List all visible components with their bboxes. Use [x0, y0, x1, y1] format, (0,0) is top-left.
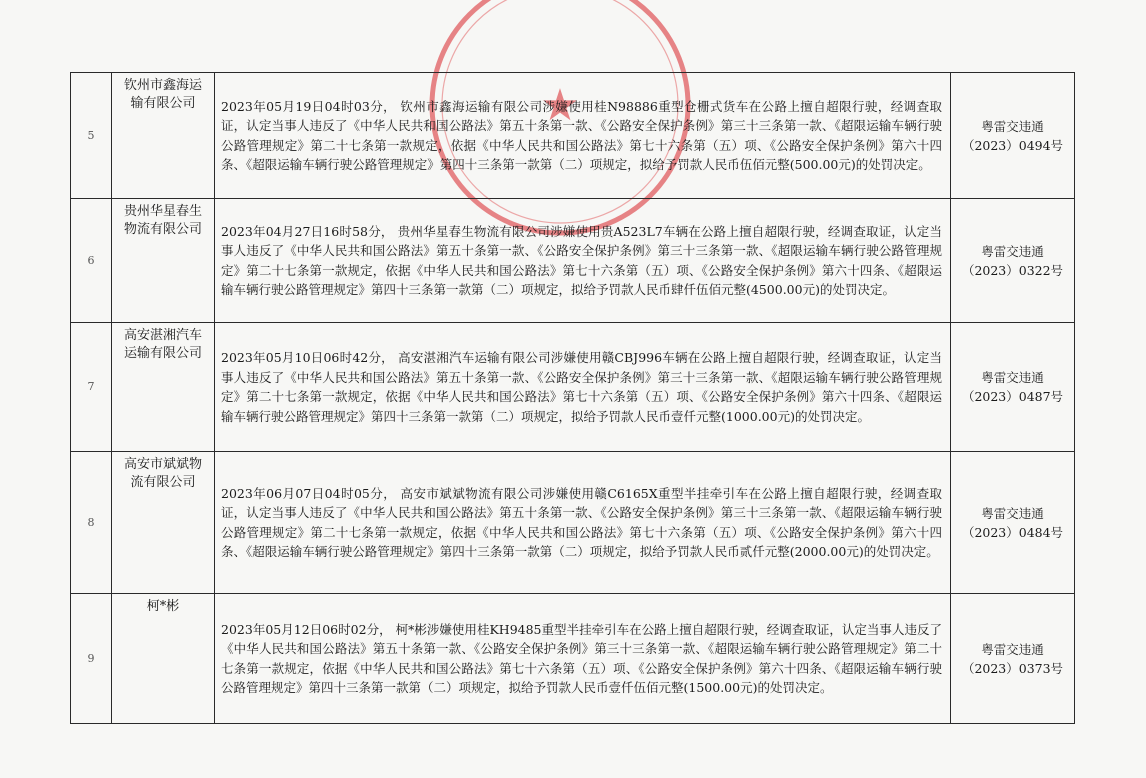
document-number: [951, 323, 1075, 452]
document-number-code: （2023）0373号: [961, 660, 1064, 676]
penalty-notice-table: [70, 72, 1075, 724]
document-number-prefix: 粤雷交违通: [981, 641, 1044, 657]
document-number: [951, 199, 1075, 323]
document-number-code: （2023）0487号: [961, 389, 1064, 404]
table-row: [71, 594, 1075, 724]
party-name: 高安市斌斌物流有限公司: [112, 452, 215, 594]
violation-content: 2023年05月12日06时02分， 柯*彬涉嫌使用桂KH9485重型半挂牵引车在公路上擅自超限行驶，经调查取证，认定当事人违反了《中华人民共和国公路法》第五十条第一款、《公路安全保护条例》第三十三条第一款、《超限运输车辆行驶公路管理规定》第二十七条第一款规定，依据《中华人民共和国公路法》第七十六条第（五）项、《公路安全保护条例》第六十四条、《超限运输车辆行驶公路管理规定》第四十三条第一款第（二）项规定，拟给予罚款人民币壹仟伍佰元整(1500.00元)的处罚决定。: [215, 594, 951, 724]
row-number: 9: [71, 594, 112, 724]
document-number: [951, 73, 1075, 199]
document-number-prefix: 粤雷交违通: [981, 243, 1044, 259]
row-number: 7: [71, 323, 112, 452]
party-name: 柯*彬: [112, 594, 215, 724]
document-number: [951, 594, 1075, 724]
party-name: 贵州华星春生物流有限公司: [112, 199, 215, 323]
document-number-prefix: 粤雷交违通: [981, 118, 1044, 134]
table-row: [71, 452, 1075, 594]
row-number: 8: [71, 452, 112, 594]
document-number-code: （2023）0494号: [961, 137, 1064, 153]
violation-content: 2023年06月07日04时05分， 高安市斌斌物流有限公司涉嫌使用赣C6165X重型半挂牵引车在公路上擅自超限行驶，经调查取证，认定当事人违反了《中华人民共和国公路法》第五十条第一款、《公路安全保护条例》第三十三条第一款、《超限运输车辆行驶公路管理规定》第二十七条第一款规定，依据《中华人民共和国公路法》第七十六条第（五）项、《公路安全保护条例》第六十四条、《超限运输车辆行驶公路管理规定》第四十三条第一款第（二）项规定，拟给予罚款人民币贰仟元整(2000.00元)的处罚决定。: [215, 452, 951, 594]
violation-content: 2023年05月19日04时03分， 钦州市鑫海运输有限公司涉嫌使用桂N98886重型仓栅式货车在公路上擅自超限行驶，经调查取证，认定当事人违反了《中华人民共和国公路法》第五十条第一款、《公路安全保护条例》第三十三条第一款、《超限运输车辆行驶公路管理规定》第二十七条第一款规定，依据《中华人民共和国公路法》第七十六条第（五）项、《公路安全保护条例》第六十四条、《超限运输车辆行驶公路管理规定》第四十三条第一款第（二）项规定，拟给予罚款人民币伍佰元整(500.00元)的处罚决定。: [215, 73, 951, 199]
table-row: [71, 73, 1075, 199]
document-number: [951, 452, 1075, 594]
party-name: 高安湛湘汽车运输有限公司: [112, 323, 215, 452]
document-number-code: （2023）0484号: [961, 524, 1064, 540]
table-row: [71, 323, 1075, 452]
violation-content: 2023年04月27日16时58分， 贵州华星春生物流有限公司涉嫌使用贵A523L7车辆在公路上擅自超限行驶，经调查取证，认定当事人违反了《中华人民共和国公路法》第五十条第一款、《公路安全保护条例》第三十三条第一款、《超限运输车辆行驶公路管理规定》第二十七条第一款规定，依据《中华人民共和国公路法》第七十六条第（五）项、《公路安全保护条例》第六十四条、《超限运输车辆行驶公路管理规定》第四十三条第一款第（二）项规定，拟给予罚款人民币肆仟伍佰元整(4500.00元)的处罚决定。: [215, 199, 951, 323]
document-number-prefix: 粤雷交违通: [981, 370, 1044, 385]
document-number-prefix: 粤雷交违通: [981, 505, 1044, 521]
violation-content: 2023年05月10日06时42分， 高安湛湘汽车运输有限公司涉嫌使用赣CBJ996车辆在公路上擅自超限行驶，经调查取证，认定当事人违反了《中华人民共和国公路法》第五十条第一款、《公路安全保护条例》第三十三条第一款、《超限运输车辆行驶公路管理规定》第二十七条第一款规定，依据《中华人民共和国公路法》第七十六条第（五）项、《公路安全保护条例》第六十四条、《超限运输车辆行驶公路管理规定》第四十三条第一款第（二）项规定，拟给予罚款人民币壹仟元整(1000.00元)的处罚决定。: [215, 323, 951, 452]
table-row: [71, 199, 1075, 323]
document-number-code: （2023）0322号: [961, 262, 1064, 278]
row-number: 5: [71, 73, 112, 199]
party-name: 钦州市鑫海运输有限公司: [112, 73, 215, 199]
row-number: 6: [71, 199, 112, 323]
seal-star-icon: ★: [540, 80, 580, 131]
